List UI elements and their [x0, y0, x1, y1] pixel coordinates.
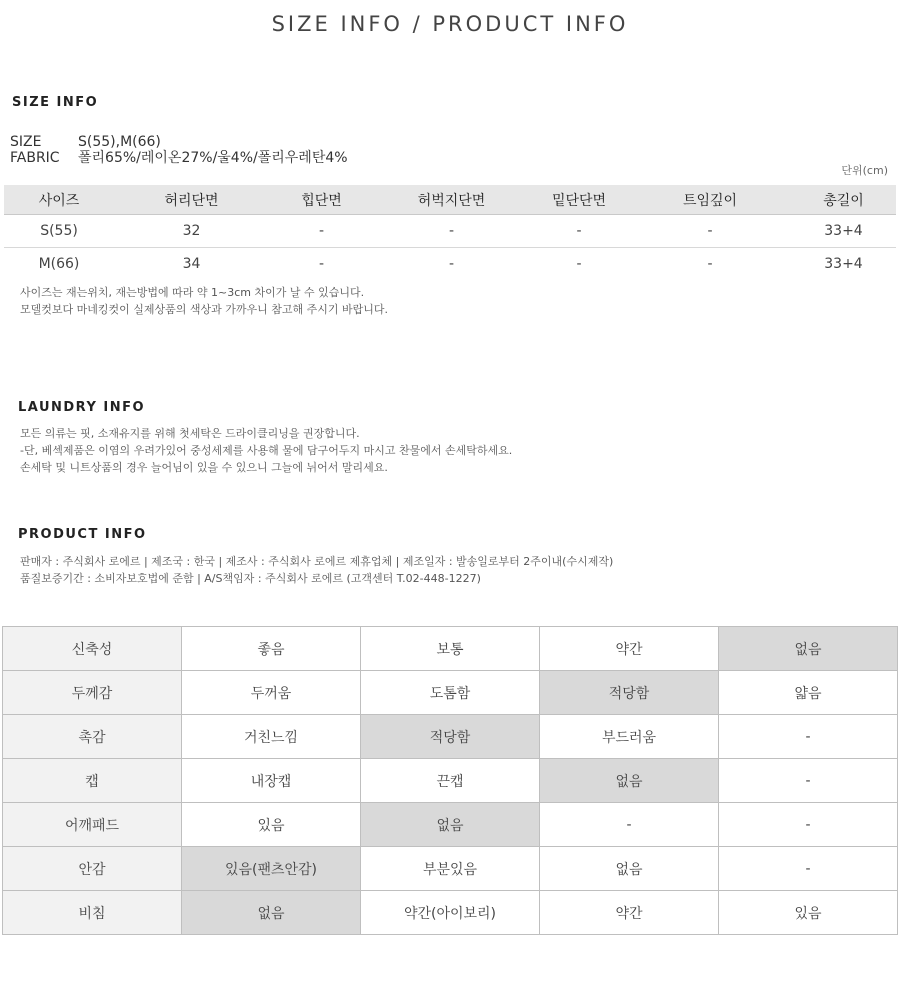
laundry-line: -단, 베섹제품은 이염의 우려가있어 중성세제를 사용해 물에 담구어두지 마시고 찬물에서 손세탁하세요. — [20, 444, 513, 457]
size-label: SIZE — [10, 134, 42, 150]
characteristic-option: 없음 — [361, 803, 540, 847]
characteristic-option: 적당함 — [361, 715, 540, 759]
fabric-value: 폴리65%/레이온27%/울4%/폴리우레탄4% — [78, 150, 348, 166]
characteristic-option: 부분있음 — [361, 847, 540, 891]
size-row-s — [4, 215, 896, 248]
characteristic-option: - — [719, 759, 898, 803]
product-info-heading: PRODUCT INFO — [18, 527, 147, 542]
fabric-label: FABRIC — [10, 150, 60, 166]
characteristic-row — [3, 803, 898, 847]
fabric-spec-row — [10, 150, 348, 166]
characteristic-option: - — [719, 715, 898, 759]
characteristic-option: - — [719, 847, 898, 891]
characteristic-option: 약간 — [540, 891, 719, 935]
characteristic-row — [3, 759, 898, 803]
characteristic-label: 두께감 — [3, 671, 182, 715]
characteristic-row — [3, 627, 898, 671]
header-waist: 허리단면 — [114, 185, 269, 215]
characteristic-option: 얇음 — [719, 671, 898, 715]
product-line: 품질보증기간 : 소비자보호법에 준함 | A/S책임자 : 주식회사 로에르 (고객센터 T.02-448-1227) — [20, 572, 481, 585]
cell-slit: - — [629, 215, 791, 248]
characteristic-option: 없음 — [719, 627, 898, 671]
characteristics-table — [2, 626, 898, 935]
size-info-heading: SIZE INFO — [12, 95, 99, 110]
product-line: 판매자 : 주식회사 로에르 | 제조국 : 한국 | 제조사 : 주식회사 로에르 제휴업체 | 제조일자 : 발송일로부터 2주이내(수시제작) — [20, 555, 614, 568]
characteristic-option: 없음 — [540, 759, 719, 803]
characteristic-row — [3, 671, 898, 715]
header-thigh: 허벅지단면 — [374, 185, 529, 215]
characteristic-row — [3, 847, 898, 891]
characteristic-option: 거친느낌 — [182, 715, 361, 759]
size-spec-row — [10, 134, 161, 150]
characteristic-option: 있음 — [182, 803, 361, 847]
characteristic-option: 두꺼움 — [182, 671, 361, 715]
cell-length: 33+4 — [791, 215, 896, 248]
laundry-line: 모든 의류는 핏, 소재유지를 위해 첫세탁은 드라이클리닝을 권장합니다. — [20, 427, 360, 440]
laundry-notes — [20, 425, 512, 476]
characteristics-wrap — [2, 626, 898, 935]
characteristic-option: 보통 — [361, 627, 540, 671]
header-length: 총길이 — [791, 185, 896, 215]
cell-length: 33+4 — [824, 256, 863, 272]
characteristic-option: 약간 — [540, 627, 719, 671]
unit-label: 단위(cm) — [841, 164, 888, 177]
cell-waist: 34 — [182, 256, 201, 272]
size-note-line: 사이즈는 재는위치, 재는방법에 따라 약 1~3cm 차이가 날 수 있습니다. — [20, 286, 365, 299]
characteristic-option: 도톰함 — [361, 671, 540, 715]
characteristic-label: 어깨패드 — [3, 803, 182, 847]
cell-size: M(66) — [38, 256, 80, 272]
size-notes — [20, 284, 388, 318]
characteristic-option: 내장캡 — [182, 759, 361, 803]
characteristic-option: 있음(팬츠안감) — [182, 847, 361, 891]
page-title: SIZE INFO / PRODUCT INFO — [271, 12, 629, 36]
size-row-m — [4, 248, 896, 281]
cell-waist: 32 — [114, 215, 269, 248]
cell-hem: - — [529, 215, 629, 248]
characteristic-option: 끈캡 — [361, 759, 540, 803]
characteristic-row — [3, 715, 898, 759]
laundry-line: 손세탁 및 니트상품의 경우 늘어님이 있을 수 있으니 그늘에 뉘어서 말리세요. — [20, 461, 388, 474]
characteristic-label: 안감 — [3, 847, 182, 891]
size-value: S(55),M(66) — [78, 134, 161, 150]
header-hem: 밑단단면 — [529, 185, 629, 215]
characteristic-option: 있음 — [719, 891, 898, 935]
laundry-info-heading: LAUNDRY INFO — [18, 400, 146, 415]
characteristic-label: 캡 — [3, 759, 182, 803]
characteristic-option: - — [540, 803, 719, 847]
characteristic-option: - — [719, 803, 898, 847]
cell-slit: - — [707, 256, 713, 272]
cell-thigh: - — [448, 256, 455, 272]
characteristic-row — [3, 891, 898, 935]
cell-size: S(55) — [4, 215, 114, 248]
characteristic-label: 비침 — [3, 891, 182, 935]
cell-hem: - — [576, 256, 582, 272]
header-slit: 트임깊이 — [629, 185, 791, 215]
size-table — [4, 185, 896, 280]
characteristic-option: 적당함 — [540, 671, 719, 715]
size-table-wrap — [4, 185, 896, 280]
characteristic-option: 부드러움 — [540, 715, 719, 759]
product-notes — [20, 553, 613, 587]
characteristic-label: 촉감 — [3, 715, 182, 759]
characteristic-option: 없음 — [540, 847, 719, 891]
header-hip: 힙단면 — [269, 185, 374, 215]
characteristic-label: 신축성 — [3, 627, 182, 671]
size-table-header — [4, 185, 896, 215]
characteristic-option: 없음 — [182, 891, 361, 935]
cell-hip: - — [269, 215, 374, 248]
cell-thigh: - — [374, 215, 529, 248]
characteristic-option: 약간(아이보리) — [361, 891, 540, 935]
header-size: 사이즈 — [4, 185, 114, 215]
cell-hip: - — [318, 256, 325, 272]
characteristic-option: 좋음 — [182, 627, 361, 671]
size-note-line: 모델컷보다 마네킹컷이 실제상품의 색상과 가까우니 참고해 주시기 바랍니다. — [20, 303, 389, 316]
